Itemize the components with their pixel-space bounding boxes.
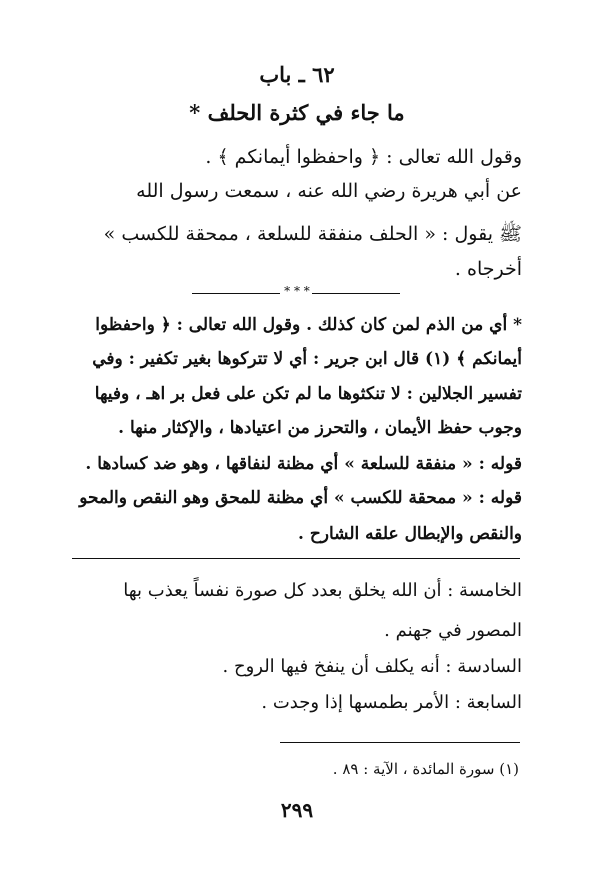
commentary-line: تفسير الجلالين : لا تنكثوها ما لم تكن على فعل بر اهـ ، وفيها [94,384,522,404]
commentary-line: قوله : « ممحقة للكسب » أي مظنة للمحق وهو النقص والمحو [79,488,522,508]
verse-line: وقول الله تعالى : ﴿ واحفظوا أيمانكم ﴾ . [205,146,522,168]
section-rule [72,558,520,559]
commentary-line: أيمانكم ﴾ (١) قال ابن جرير : أي لا تتركوها بغير تكفير : وفي [92,349,522,369]
chapter-title: ما جاء في كثرة الحلف * [189,100,405,125]
chapter-heading: ٦٢ ـ باب [259,62,335,87]
continuation-line: السادسة : أنه يكلف أن ينفخ فيها الروح . [222,656,522,677]
hadith-line-2: ﷺ يقول : « الحلف منفقة للسلعة ، ممحقة للكسب » [103,223,522,245]
hadith-line-3: أخرجاه . [454,258,522,280]
commentary-line: وجوب حفظ الأيمان ، والتحرز من اعتيادها ، والإكثار منها . [118,418,522,438]
footnote-rule [280,742,520,743]
commentary-line: قوله : « منفقة للسلعة » أي مظنة لنفاقها ، وهو ضد كسادها . [85,454,522,474]
footnote: (١) سورة المائدة ، الآية : ٨٩ . [332,760,519,778]
commentary-line: والنقص والإبطال علقه الشارح . [297,524,522,544]
page-number: ٢٩٩ [280,798,314,822]
continuation-line: المصور في جهنم . [384,620,522,641]
continuation-line: الخامسة : أن الله يخلق بعدد كل صورة نفساً يعذب بها [123,580,522,601]
hadith-line-1: عن أبي هريرة رضي الله عنه ، سمعت رسول الله [136,180,522,202]
commentary-line: * أي من الذم لمن كان كذلك . وقول الله تعالى : ﴿ واحفظوا [95,315,522,335]
continuation-line: السابعة : الأمر بطمسها إذا وجدت . [261,692,522,713]
separator-stars: * * * [284,284,310,298]
